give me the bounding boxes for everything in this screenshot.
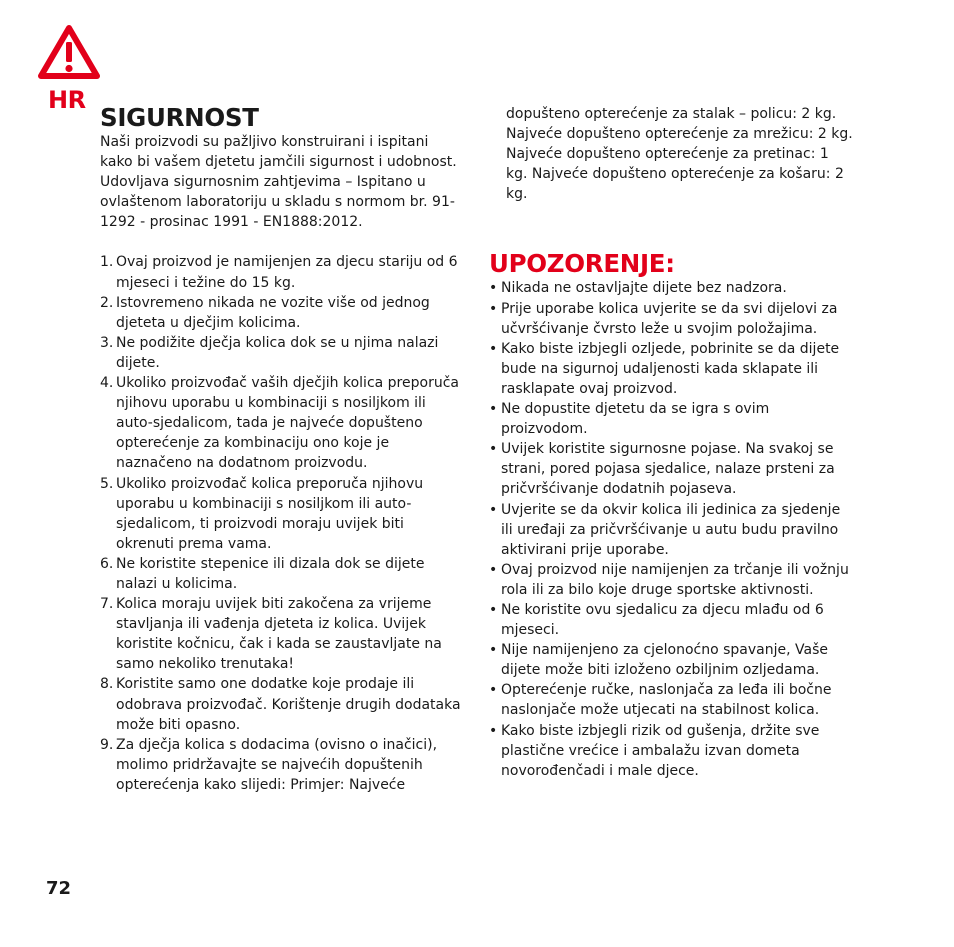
item-number: 2.	[100, 294, 114, 311]
warning-triangle-icon	[37, 24, 101, 82]
bullet-icon: •	[489, 401, 498, 418]
list-item	[489, 560, 854, 600]
bullet-icon: •	[489, 300, 498, 317]
item-text: Ne dopustite djetetu da se igra s ovim proizvodom.	[501, 401, 770, 438]
item-text: Kolica moraju uvijek biti zakočena za vrijeme stavljanja ili vađenja djeteta iz kolica. Uvijek koristite kočnicu, čak i kada se zaustavljate na samo nekoliko trenutaka!	[116, 596, 442, 673]
bullet-icon: •	[489, 682, 498, 699]
list-item	[489, 500, 854, 560]
item-number: 4.	[100, 375, 114, 392]
list-item	[100, 674, 462, 734]
list-item	[489, 399, 854, 439]
safety-list	[100, 252, 462, 795]
list-item	[100, 333, 462, 373]
item-text: Prije uporabe kolica uvjerite se da svi dijelovi za učvršćivanje čvrsto leže u svojim položajima.	[501, 300, 838, 337]
list-item	[100, 735, 462, 795]
item-number: 7.	[100, 596, 114, 613]
list-item	[489, 278, 854, 298]
bullet-icon: •	[489, 561, 498, 578]
bullet-icon: •	[489, 642, 498, 659]
item-text: Kako biste izbjegli ozljede, pobrinite se da dijete bude na sigurnoj udaljenosti kada sklapate ili rasklapate ovaj proizvod.	[501, 340, 840, 397]
list-item	[100, 554, 462, 594]
list-item	[489, 640, 854, 680]
item-number: 6.	[100, 555, 114, 572]
item-number: 1.	[100, 254, 114, 271]
bullet-icon: •	[489, 340, 498, 357]
item-text: Ovaj proizvod nije namijenjen za trčanje ili vožnju rola ili za bilo koje druge sportske aktivnosti.	[501, 561, 849, 598]
page-number: 72	[46, 878, 72, 899]
list-item	[100, 594, 462, 674]
item-text: Nikada ne ostavljajte dijete bez nadzora.	[501, 280, 787, 297]
item-text: Ukoliko proizvođač vaših dječjih kolica preporuča njihovu uporabu u kombinaciji s nosiljkom ili auto-sjedalicom, tada je najveće dopušteno opterećenje za kombinaciju ono koje je naznačeno na dodatnom proizvodu.	[116, 375, 459, 472]
list-item	[489, 680, 854, 720]
item-text: Za dječja kolica s dodacima (ovisno o inačici), molimo pridržavajte se najvećih dopuštenih opterećenja kako slijedi: Primjer: Najveće	[116, 736, 438, 793]
list-item	[489, 721, 854, 781]
item-number: 8.	[100, 676, 114, 693]
left-column	[100, 104, 462, 795]
list-item	[100, 252, 462, 292]
bullet-icon: •	[489, 722, 498, 739]
warning-list	[489, 278, 854, 780]
item-text: Kako biste izbjegli rizik od gušenja, držite sve plastične vrećice i ambalažu izvan dometa novorođenčadi i male djece.	[501, 722, 820, 779]
item-text: Ne koristite ovu sjedalicu za djecu mlađu od 6 mjeseci.	[501, 601, 824, 639]
item-text: Ne podižite dječja kolica dok se u njima nalazi dijete.	[116, 334, 439, 371]
bullet-icon: •	[489, 601, 498, 618]
list-item	[489, 299, 854, 339]
list-item	[489, 439, 854, 499]
item-text: Ukoliko proizvođač kolica preporuča njihovu uporabu u kombinaciji s nosiljkom ili auto-sjedalicom, ti proizvodi moraju uvijek biti okrenuti prema vama.	[116, 475, 424, 552]
safety-heading: SIGURNOST	[100, 103, 259, 132]
item-text: Ovaj proizvod je namijenjen za djecu stariju od 6 mjeseci i težine do 15 kg.	[116, 254, 458, 291]
language-code: HR	[48, 86, 86, 114]
list-item	[489, 600, 854, 640]
item-number: 9.	[100, 736, 114, 753]
bullet-icon: •	[489, 441, 498, 458]
right-column	[489, 104, 854, 781]
item-text: Uvjerite se da okvir kolica ili jedinica za sjedenje ili uređaji za pričvršćivanje u autu budu pravilno aktivirani prije uporabe.	[501, 501, 841, 558]
bullet-icon: •	[489, 501, 498, 518]
bullet-icon: •	[489, 280, 498, 297]
list-item	[100, 293, 462, 333]
warning-heading: UPOZORENJE:	[489, 249, 675, 279]
list-item	[100, 373, 462, 473]
item-text: Istovremeno nikada ne vozite više od jednog djeteta u dječjim kolicima.	[116, 294, 430, 331]
item-number: 3.	[100, 334, 114, 351]
item-text: Koristite samo one dodatke koje prodaje ili odobrava proizvođač. Korištenje drugih dodataka može biti opasno.	[116, 676, 461, 733]
item-text: Nije namijenjeno za cjelonoćno spavanje, Vaše dijete može biti izloženo ozbiljnim ozljedama.	[501, 642, 828, 679]
item-number: 5.	[100, 475, 114, 492]
continued-paragraph: dopušteno opterećenje za stalak – policu: 2 kg. Najveće dopušteno opterećenje za mrežicu: 2 kg. Najveće dopušteno opterećenje za pretinac: 1 kg. Najveće dopušteno opterećenje za košaru: 2 kg.	[506, 106, 853, 203]
item-text: Opterećenje ručke, naslonjača za leđa ili bočne naslonjače može utjecati na stabilnost kolica.	[501, 682, 832, 719]
list-item	[100, 474, 462, 554]
intro-paragraph: Naši proizvodi su pažljivo konstruirani i ispitani kako bi vašem djetetu jamčili sigurnost i udobnost. Udovljava sigurnosnim zahtjevima – Ispitano u ovlaštenom laboratoriju u skladu s normom br. 91-1292 - prosinac 1991 - EN1888:2012.	[100, 134, 457, 231]
item-text: Ne koristite stepenice ili dizala dok se dijete nalazi u kolicima.	[116, 555, 425, 592]
item-text: Uvijek koristite sigurnosne pojase. Na svakoj se strani, pored pojasa sjedalice, nalaze prsteni za pričvršćivanje dodatnih pojaseva.	[501, 441, 835, 498]
list-item	[489, 339, 854, 399]
